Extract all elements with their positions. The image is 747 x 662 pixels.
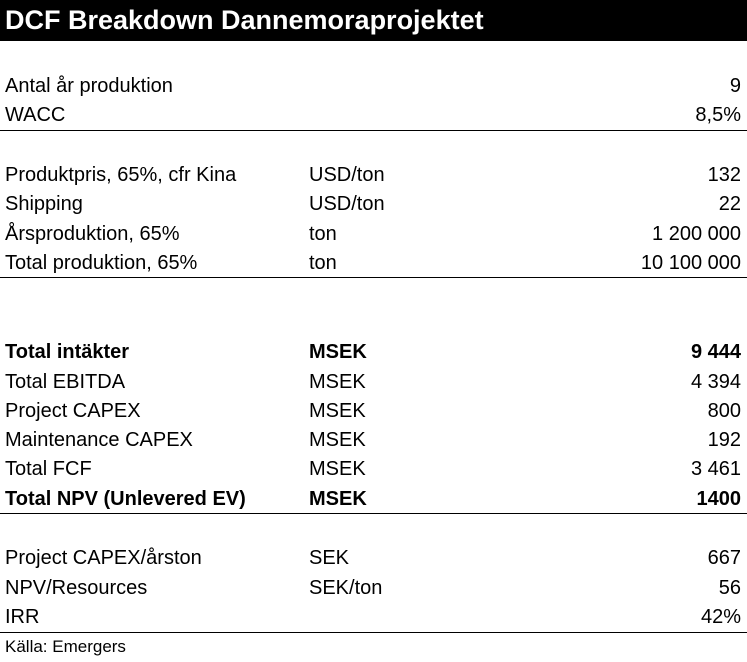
row-label: Produktpris, 65%, cfr Kina (5, 164, 237, 186)
row-unit: ton (309, 252, 337, 274)
table-row-total-intakter (0, 338, 747, 367)
row-unit: MSEK (309, 458, 366, 480)
row-value: 667 (707, 547, 741, 569)
row-unit: MSEK (309, 400, 366, 422)
table-row-total-npv (0, 485, 747, 514)
section-divider (0, 130, 747, 131)
row-label: Årsproduktion, 65% (5, 223, 180, 245)
table-row-capex-per-arston (0, 544, 747, 573)
row-value: 10 100 000 (640, 252, 741, 274)
row-value: 9 (729, 75, 741, 97)
row-value: 800 (707, 400, 741, 422)
section-divider (0, 513, 747, 514)
row-label: Total intäkter (5, 341, 130, 363)
row-label: Shipping (5, 193, 83, 215)
table-row-wacc (0, 101, 747, 130)
table-row-npv-resources (0, 574, 747, 603)
source-note: Källa: Emergers (5, 637, 126, 656)
row-value: 22 (718, 193, 741, 215)
row-label: Project CAPEX/årston (5, 547, 202, 569)
row-value: 132 (707, 164, 741, 186)
row-value: 42% (700, 606, 741, 628)
row-unit: SEK/ton (309, 577, 383, 599)
row-label: Maintenance CAPEX (5, 429, 193, 451)
row-label: Total FCF (5, 458, 92, 480)
row-value: 4 394 (690, 371, 741, 393)
row-unit: MSEK (309, 429, 366, 451)
row-label: Total NPV (Unlevered EV) (5, 488, 246, 510)
row-label: Antal år produktion (5, 75, 173, 97)
row-unit: SEK (309, 547, 350, 569)
row-value: 9 444 (690, 341, 741, 363)
row-value: 1400 (696, 488, 741, 510)
section-divider (0, 277, 747, 278)
row-value: 192 (707, 429, 741, 451)
table-row-total-produktion (0, 249, 747, 278)
row-label: Total produktion, 65% (5, 252, 198, 274)
row-value: 56 (718, 577, 741, 599)
title-bar (0, 0, 747, 41)
table-row-produktpris (0, 161, 747, 190)
table-row-total-ebitda (0, 368, 747, 397)
row-value: 3 461 (690, 458, 741, 480)
row-label: Project CAPEX (5, 400, 141, 422)
table-row-arsproduktion (0, 220, 747, 249)
row-unit: USD/ton (309, 164, 385, 186)
page-title: DCF Breakdown Dannemoraprojektet (5, 5, 484, 35)
row-label: Total EBITDA (5, 371, 126, 393)
table-row-irr (0, 603, 747, 632)
row-unit: ton (309, 223, 337, 245)
table-row-maintenance-capex (0, 426, 747, 455)
section-divider (0, 632, 747, 633)
table-row-project-capex (0, 397, 747, 426)
table-row-total-fcf (0, 455, 747, 484)
row-value: 1 200 000 (652, 223, 741, 245)
row-unit: MSEK (309, 371, 366, 393)
table-row-antal-ar-produktion (0, 72, 747, 101)
row-value: 8,5% (695, 104, 741, 126)
row-unit: MSEK (309, 341, 367, 363)
row-label: WACC (5, 104, 66, 126)
row-label: IRR (5, 606, 40, 628)
row-label: NPV/Resources (5, 577, 148, 599)
row-unit: MSEK (309, 488, 367, 510)
row-unit: USD/ton (309, 193, 385, 215)
table-row-shipping (0, 190, 747, 219)
